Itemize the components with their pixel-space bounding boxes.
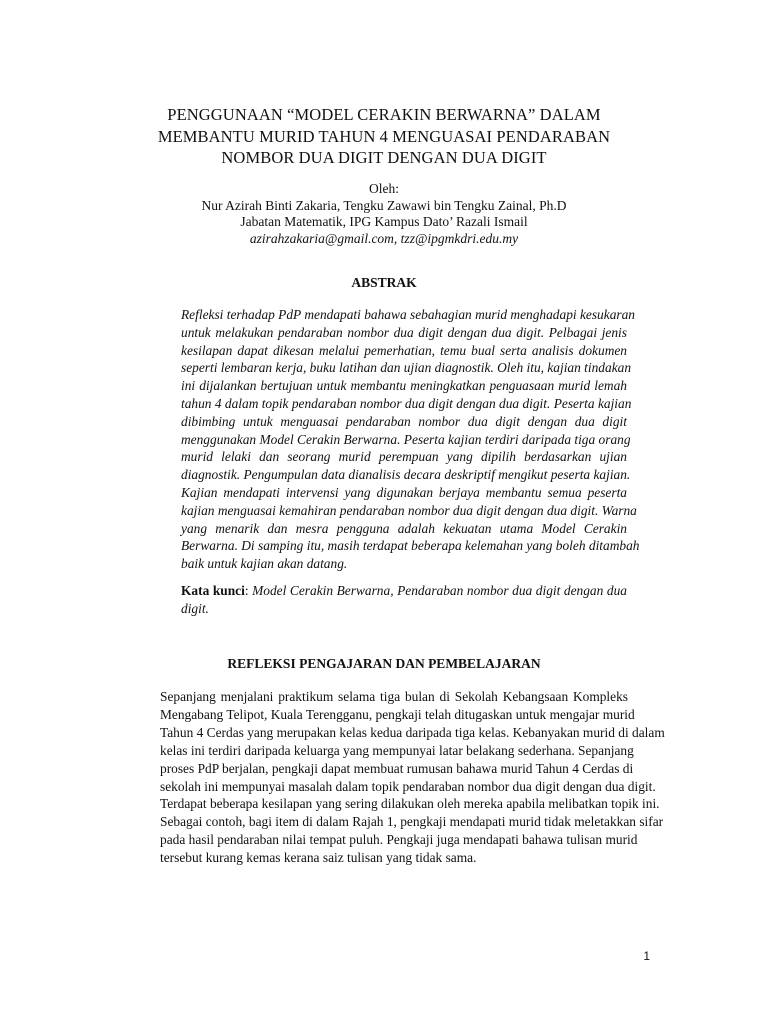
body-line: tersebut kurang kemas kerana saiz tulisan yang tidak sama. <box>160 850 477 866</box>
abstract-line: Refleksi terhadap PdP mendapati bahawa sebahagian murid menghadapi kesukaran <box>181 307 635 322</box>
by-label: Oleh: <box>369 181 399 196</box>
keywords-line <box>181 582 627 600</box>
abstract-line: kesilapan dapat dikesan melalui pemerhatian, temu bual serta analisis dokumen <box>181 342 627 358</box>
abstract-line: tahun 4 dalam topik pendaraban nombor dua digit dengan dua digit. Peserta kajian <box>181 395 632 411</box>
page-number: 1 <box>643 949 650 963</box>
keywords-label: Kata kunci <box>181 583 245 598</box>
body-line: proses PdP berjalan, pengkaji dapat membuat rumusan bahawa murid Tahun 4 Cerdas di <box>160 760 634 776</box>
abstract-line: Kajian mendapati intervensi yang digunakan berjaya membantu semua peserta <box>181 484 627 500</box>
abstract-line: untuk melakukan pendaraban nombor dua digit dengan dua digit. Pelbagai jenis <box>181 324 627 340</box>
abstract-line: diagnostik. Pengumpulan data dianalisis decara deskriptif mengikut peserta kajian. <box>181 467 631 483</box>
keywords <box>181 582 627 618</box>
body-line: Tahun 4 Cerdas yang merupakan kelas kedua daripada tiga kelas. Kebanyakan murid di dalam <box>160 724 665 740</box>
body-line: Mengabang Telipot, Kuala Terengganu, pengkaji telah ditugaskan untuk mengajar murid <box>160 706 635 722</box>
affiliation: Jabatan Matematik, IPG Kampus Dato’ Razali Ismail <box>240 214 528 229</box>
body-line: Sebagai contoh, bagi item di dalam Rajah 1, pengkaji mendapati murid tidak meletakkan sifar <box>160 814 664 830</box>
byline <box>120 181 648 247</box>
body-line: Sepanjang menjalani praktikum selama tiga bulan di Sekolah Kebangsaan Kompleks <box>160 689 628 704</box>
abstract-line: menggunakan Model Cerakin Berwarna. Peserta kajian terdiri daripada tiga orang <box>181 431 631 447</box>
paper-title <box>120 104 648 169</box>
abstract-line: yang menarik dan mesra pengguna adalah kekuatan utama Model Cerakin <box>181 520 627 536</box>
section-heading: REFLEKSI PENGAJARAN DAN PEMBELAJARAN <box>227 656 541 671</box>
body-line: sekolah ini mempunyai masalah dalam topik pendaraban nombor dua digit dengan dua digit. <box>160 778 656 794</box>
abstract-line: ini dijalankan bertujuan untuk membantu meningkatkan penguasaan murid lemah <box>181 378 627 394</box>
author-emails: azirahzakaria@gmail.com, tzz@ipgmkdri.edu.my <box>249 230 519 246</box>
title-line: NOMBOR DUA DIGIT DENGAN DUA DIGIT <box>221 148 547 167</box>
keywords-text-continued: digit. <box>181 601 209 616</box>
abstract-line: Berwarna. Di samping itu, masih terdapat beberapa kelemahan yang boleh ditambah <box>181 538 640 554</box>
keywords-text: Model Cerakin Berwarna, Pendaraban nombor dua digit dengan dua <box>252 583 627 598</box>
section-body <box>160 688 665 867</box>
abstract-line: seperti lembaran kerja, buku latihan dan ujian diagnostik. Oleh itu, kajian tindakan <box>181 360 632 376</box>
abstract-body <box>181 306 640 573</box>
body-line: kelas ini terdiri daripada keluarga yang mempunyai latar belakang sederhana. Sepanjang <box>160 742 634 758</box>
title-line: PENGGUNAAN “MODEL CERAKIN BERWARNA” DALAM <box>167 105 601 124</box>
abstract-line: dibimbing untuk menguasai pendaraban nombor dua digit dengan dua digit <box>181 413 627 429</box>
abstract-heading: ABSTRAK <box>351 275 417 290</box>
title-line: MEMBANTU MURID TAHUN 4 MENGUASAI PENDARABAN <box>157 126 611 146</box>
abstract-line: baik untuk kajian akan datang. <box>181 556 348 572</box>
keywords-separator: : <box>244 583 253 598</box>
authors: Nur Azirah Binti Zakaria, Tengku Zawawi bin Tengku Zainal, Ph.D <box>201 197 567 213</box>
body-line: pada hasil pendaraban nilai tempat puluh. Pengkaji juga mendapati bahawa tulisan murid <box>160 832 638 848</box>
abstract-line: murid lelaki dan seorang murid perempuan yang dipilih berdasarkan ujian <box>181 449 627 465</box>
body-line: Terdapat beberapa kesilapan yang sering dilakukan oleh mereka apabila melibatkan topik ini. <box>160 796 660 812</box>
abstract-line: kajian menguasai kemahiran pendaraban nombor dua digit dengan dua digit. Warna <box>181 502 637 518</box>
